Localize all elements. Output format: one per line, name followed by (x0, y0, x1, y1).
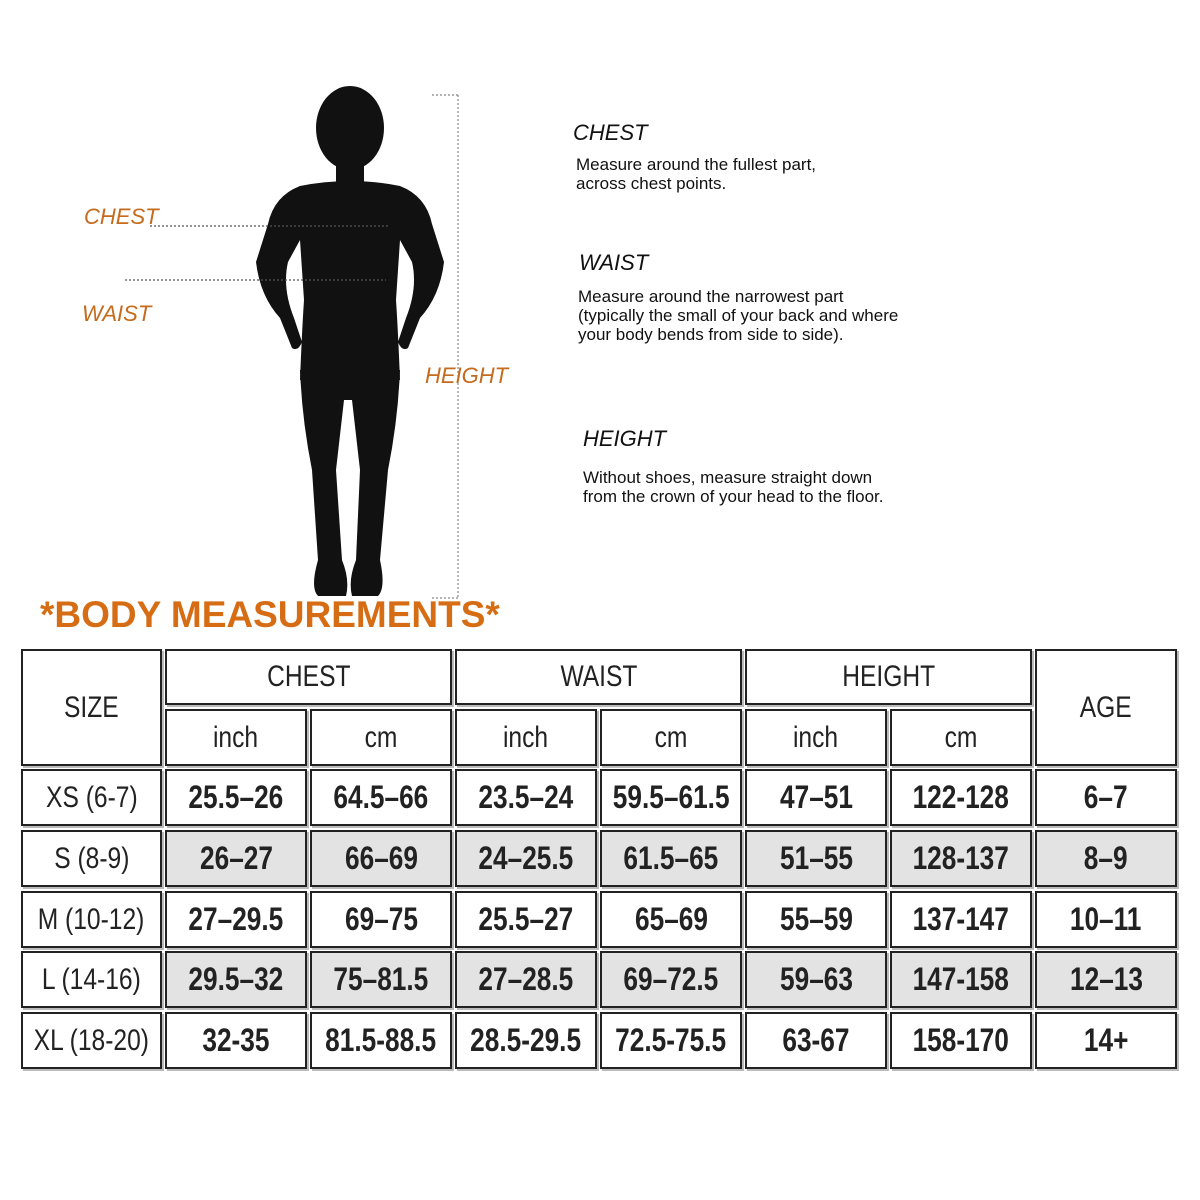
table-cell (165, 830, 307, 887)
age-value: 14+ (1083, 1022, 1129, 1058)
table-cell (165, 891, 307, 948)
table-cell (745, 951, 887, 1008)
height-group-label: HEIGHT (842, 660, 935, 693)
size-label: XL (18-20) (33, 1023, 150, 1057)
age-header-label: AGE (1080, 690, 1132, 724)
table-cell (310, 891, 452, 948)
table-cell (745, 891, 887, 948)
cell-value: 51–55 (779, 840, 853, 876)
height-description-title: HEIGHT (583, 426, 667, 451)
cell-value: 47–51 (779, 779, 853, 815)
table-cell (890, 891, 1032, 948)
table-cell (165, 951, 307, 1008)
cell-value: 64.5–66 (333, 779, 429, 815)
table-cell (310, 1012, 452, 1069)
cell-value: 59.5–61.5 (612, 779, 730, 815)
table-cell (890, 951, 1032, 1008)
table-cell (310, 830, 452, 887)
cell-value: 24–25.5 (478, 840, 574, 876)
cell-value: 27–29.5 (188, 901, 284, 937)
waist-description-text (578, 287, 898, 344)
waist-description-line: (typically the small of your back and where (578, 306, 899, 325)
child-silhouette-icon (256, 86, 444, 596)
age-cell (1035, 830, 1177, 887)
size-cell-xs (21, 769, 162, 826)
age-value: 8–9 (1084, 840, 1128, 876)
unit-label: cm (944, 720, 978, 754)
waist-description-title: WAIST (579, 250, 649, 275)
table-cell (745, 769, 887, 826)
cell-value: 25.5–27 (478, 901, 574, 937)
waist-group-label: WAIST (559, 660, 637, 693)
cell-value: 69–75 (344, 901, 418, 937)
table-cell (455, 891, 597, 948)
figure-label-height: HEIGHT (425, 363, 509, 388)
table-cell (600, 769, 742, 826)
table-cell (455, 830, 597, 887)
cell-value: 61.5–65 (623, 840, 719, 876)
table-cell (165, 769, 307, 826)
chest-group-label: CHEST (266, 660, 351, 693)
unit-label: cm (654, 720, 688, 754)
unit-label: inch (503, 720, 549, 754)
cell-value: 137-147 (912, 901, 1010, 937)
size-label: XS (6-7) (45, 780, 138, 814)
table-cell (600, 1012, 742, 1069)
table-cell (165, 1012, 307, 1069)
cell-value: 59–63 (779, 961, 853, 997)
age-cell (1035, 1012, 1177, 1069)
size-label: S (8-9) (53, 841, 130, 875)
cell-value: 158-170 (912, 1022, 1010, 1058)
cell-value: 81.5-88.5 (325, 1022, 437, 1058)
table-cell (455, 1012, 597, 1069)
chest-description-title: CHEST (573, 120, 648, 145)
cell-value: 23.5–24 (478, 779, 574, 815)
unit-header-waist-inch (455, 709, 597, 766)
age-column-header (1035, 649, 1177, 766)
size-cell-xl (21, 1012, 162, 1069)
height-group-header (745, 649, 1032, 705)
table-cell (455, 769, 597, 826)
unit-header-waist-cm (600, 709, 742, 766)
size-cell-l (21, 951, 162, 1008)
unit-label: cm (364, 720, 398, 754)
height-description-line: from the crown of your head to the floor. (583, 487, 884, 506)
cell-value: 66–69 (344, 840, 418, 876)
unit-label: inch (213, 720, 259, 754)
age-value: 10–11 (1070, 901, 1142, 937)
table-cell (310, 769, 452, 826)
height-description-text (583, 468, 884, 506)
chest-description-line: Measure around the fullest part, (576, 155, 817, 174)
age-cell (1035, 951, 1177, 1008)
waist-description-line: your body bends from side to side). (578, 325, 844, 344)
section-title: *BODY MEASUREMENTS* (40, 594, 500, 635)
unit-header-chest-cm (310, 709, 452, 766)
size-column-header (21, 649, 162, 766)
cell-value: 29.5–32 (188, 961, 284, 997)
cell-value: 25.5–26 (188, 779, 284, 815)
table-cell (745, 1012, 887, 1069)
cell-value: 65–69 (634, 901, 708, 937)
table-cell (890, 1012, 1032, 1069)
cell-value: 122-128 (912, 779, 1010, 815)
age-value: 12–13 (1069, 961, 1143, 997)
table-cell (600, 830, 742, 887)
chest-description-text (576, 155, 816, 193)
cell-value: 32-35 (202, 1022, 270, 1058)
table-cell (745, 830, 887, 887)
age-cell (1035, 769, 1177, 826)
cell-value: 69–72.5 (623, 961, 719, 997)
figure-label-chest: CHEST (84, 204, 159, 229)
size-label: M (10-12) (38, 902, 145, 936)
size-cell-s (21, 830, 162, 887)
unit-header-height-cm (890, 709, 1032, 766)
unit-header-chest-inch (165, 709, 307, 766)
age-cell (1035, 891, 1177, 948)
cell-value: 75–81.5 (333, 961, 429, 997)
unit-header-height-inch (745, 709, 887, 766)
cell-value: 55–59 (779, 901, 853, 937)
age-value: 6–7 (1084, 779, 1128, 815)
cell-value: 128-137 (912, 840, 1010, 876)
size-label: L (14-16) (42, 962, 141, 996)
chest-description-line: across chest points. (576, 174, 727, 193)
table-cell (890, 830, 1032, 887)
cell-value: 27–28.5 (478, 961, 574, 997)
unit-label: inch (793, 720, 839, 754)
height-guide-bracket (432, 95, 458, 598)
table-cell (455, 951, 597, 1008)
table-cell (310, 951, 452, 1008)
waist-description-line: Measure around the narrowest part (578, 287, 844, 306)
size-cell-m (21, 891, 162, 948)
height-description-line: Without shoes, measure straight down (583, 468, 873, 487)
cell-value: 26–27 (199, 840, 273, 876)
cell-value: 147-158 (912, 961, 1010, 997)
cell-value: 72.5-75.5 (615, 1022, 727, 1058)
table-cell (600, 891, 742, 948)
table-cell (600, 951, 742, 1008)
cell-value: 28.5-29.5 (470, 1022, 582, 1058)
waist-group-header (455, 649, 742, 705)
cell-value: 63-67 (782, 1022, 850, 1058)
chest-group-header (165, 649, 452, 705)
table-cell (890, 769, 1032, 826)
figure-label-waist: WAIST (82, 301, 152, 326)
size-header-label: SIZE (64, 690, 119, 724)
